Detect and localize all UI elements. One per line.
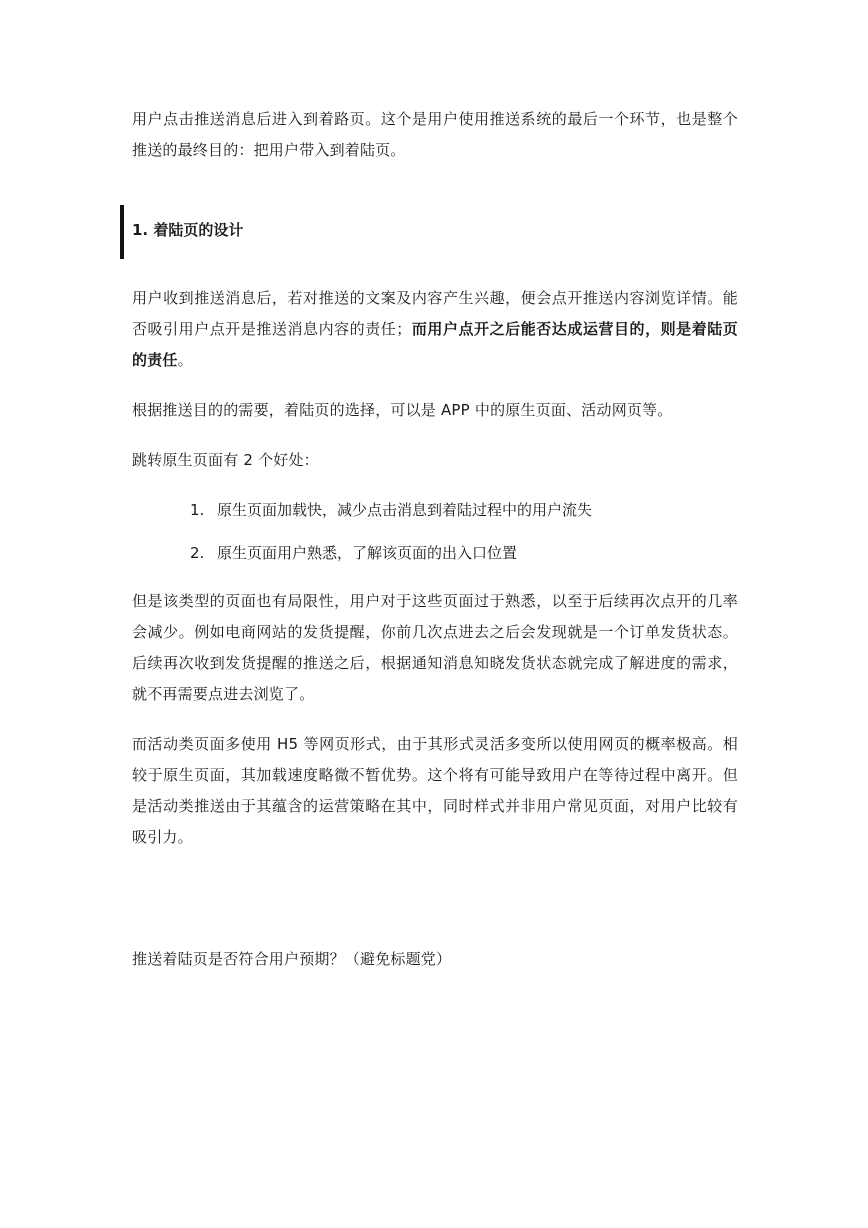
list-item-number: 2. [190,544,205,562]
question-subheading: 推送着陆页是否符合用户预期？（避免标题党） [132,950,452,968]
paragraph-benefits-intro: 跳转原生页面有 2 个好处： [132,451,319,469]
document-body [132,104,738,853]
list-item-text: 原生页面加载快，减少点击消息到着陆过程中的用户流失 [217,501,593,519]
paragraph-responsibility-bold: 而用户点开之后能否达成运营目的，则是着陆页的责任 [132,320,739,369]
heading-accent-bar [120,205,124,259]
benefits-list [132,495,738,569]
paragraph-responsibility-end: 。 [177,351,193,369]
paragraph-responsibility-text: 用户收到推送消息后，若对推送的文案及内容产生兴趣，便会点开推送内容浏览详情。能否吸引用户点开是推送消息内容的责任； [132,289,738,338]
intro-paragraph: 用户点击推送消息后进入到着路页。这个是用户使用推送系统的最后一个环节，也是整个推送的最终目的：把用户带入到着陆页。 [132,110,738,159]
section-heading-text: 1. 着陆页的设计 [132,221,244,239]
list-item-text: 原生页面用户熟悉，了解该页面的出入口位置 [217,544,518,562]
paragraph-landing-choice: 根据推送目的的需要，着陆页的选择，可以是 APP 中的原生页面、活动网页等。 [132,401,673,419]
paragraph-activity-pages: 而活动类页面多使用 H5 等网页形式，由于其形式灵活多变所以使用网页的概率极高。相较于原生页面，其加载速度略微不暂优势。这个将有可能导致用户在等待过程中离开。但是活动类推送由于其蕴含的运营策略在其中，同时样式并非用户常见页面，对用户比较有吸引力。 [132,735,738,846]
section-heading [120,205,738,255]
paragraph-limitations: 但是该类型的页面也有局限性，用户对于这些页面过于熟悉，以至于后续再次点开的几率会减少。例如电商网站的发货提醒，你前几次点进去之后会发现就是一个订单发货状态。后续再次收到发货提醒的推送之后，根据通知消息知晓发货状态就完成了解进度的需求，就不再需要点进去浏览了。 [132,592,738,703]
paragraph-responsibility [132,283,738,376]
list-item [132,538,738,569]
list-item-number: 1. [190,501,205,519]
list-item [132,495,738,526]
